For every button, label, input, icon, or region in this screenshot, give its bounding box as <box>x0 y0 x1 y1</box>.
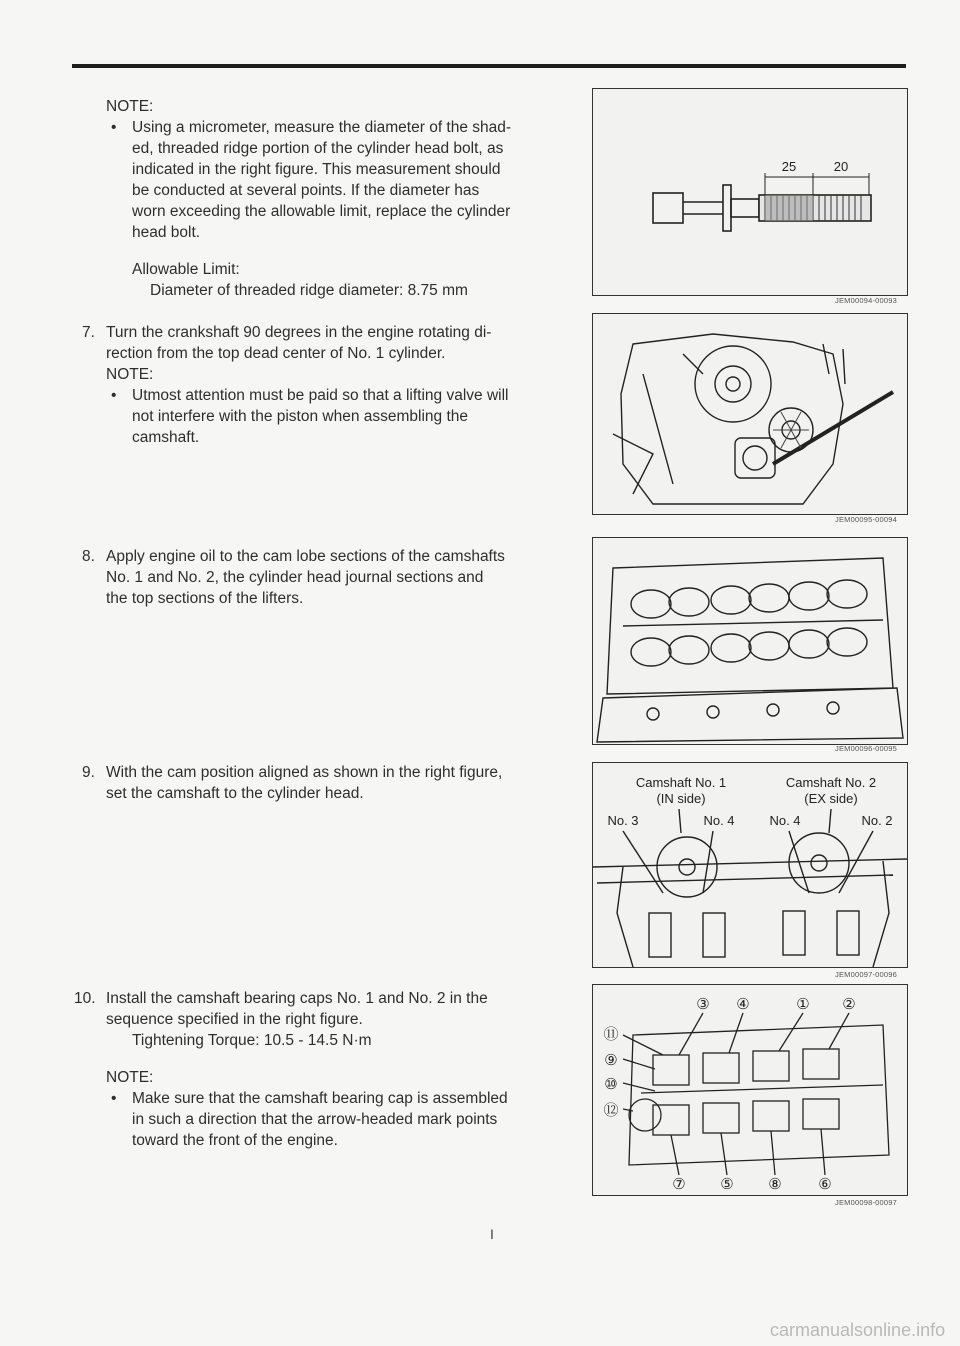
step-number: 7. <box>82 324 95 341</box>
figure-code: JEM00096-00095 <box>835 744 898 753</box>
step-number: 10. <box>74 990 96 1007</box>
step-line: With the cam position aligned as shown in the right figure, <box>106 764 503 781</box>
watermark-footer: carmanualsonline.info <box>770 1320 946 1340</box>
sequence-label: ① <box>796 996 810 1013</box>
shaded-ridge <box>765 195 813 221</box>
sequence-label: ⑤ <box>720 1176 734 1193</box>
engine-front-illustration <box>593 314 907 514</box>
step-line: the top sections of the lifters. <box>106 590 304 607</box>
note-line: ed, threaded ridge portion of the cylinder head bolt, as <box>132 140 504 157</box>
figure-cam-alignment <box>592 762 908 968</box>
note-line: head bolt. <box>132 224 201 241</box>
step-7 <box>82 322 558 448</box>
limit-value: Diameter of threaded ridge diameter: 8.75 mm <box>150 282 468 299</box>
note-line: camshaft. <box>132 429 200 446</box>
bearing-cap-sequence-illustration <box>593 985 907 1195</box>
sequence-label: ② <box>842 996 856 1013</box>
sequence-label: ⑩ <box>604 1076 618 1093</box>
top-rule <box>72 64 906 68</box>
bolt-illustration <box>593 89 907 295</box>
cam1-title: Camshaft No. 1 <box>635 775 727 790</box>
note-line: in such a direction that the arrow-headed mark points <box>132 1111 498 1128</box>
step-line: Turn the crankshaft 90 degrees in the engine rotating di- <box>106 324 492 341</box>
figure-bolt <box>592 88 908 296</box>
step-8 <box>82 546 558 609</box>
dim-label-left: 25 <box>781 159 797 174</box>
note-line: worn exceeding the allowable limit, replace the cylinder <box>132 203 511 220</box>
cam-alignment-illustration <box>593 763 907 967</box>
cam2-side: (EX side) <box>804 791 858 806</box>
note-line: toward the front of the engine. <box>132 1132 338 1149</box>
note-line: • Make sure that the camshaft bearing cap is assembled <box>132 1090 508 1107</box>
note-line: be conducted at several points. If the diameter has <box>132 182 480 199</box>
step-9 <box>82 762 558 804</box>
note-line: indicated in the right figure. This measurement should <box>132 161 501 178</box>
figure-crankshaft <box>592 313 908 515</box>
step-10 <box>74 988 558 1151</box>
note-heading: NOTE: <box>106 366 154 383</box>
figure-code: JEM00094-00093 <box>835 296 898 305</box>
cam2-title: Camshaft No. 2 <box>785 775 877 790</box>
dim-label-right: 20 <box>833 159 849 174</box>
figure-code: JEM00095-00094 <box>835 515 898 524</box>
sequence-label: ⑧ <box>768 1176 782 1193</box>
figure-bearing-caps <box>592 984 908 1196</box>
step-line: Install the camshaft bearing caps No. 1 and No. 2 in the <box>106 990 488 1007</box>
step-line: Apply engine oil to the cam lobe sections of the camshafts <box>106 548 505 565</box>
note-line: • Using a micrometer, measure the diameter of the shad- <box>132 119 512 136</box>
sequence-label: ⑪ <box>603 1026 619 1043</box>
sequence-label: ⑥ <box>818 1176 832 1193</box>
note-line: not interfere with the piston when assembling the <box>132 408 469 425</box>
label-no4-in: No. 4 <box>703 813 735 828</box>
figure-code: JEM00098-00097 <box>835 1198 898 1207</box>
page-number: I <box>490 1226 494 1242</box>
label-no3: No. 3 <box>607 813 639 828</box>
note-bullet <box>106 385 558 448</box>
label-no4-ex: No. 4 <box>769 813 801 828</box>
figure-cylinder-head <box>592 537 908 745</box>
limit-heading: Allowable Limit: <box>132 261 240 278</box>
sequence-label: ⑦ <box>672 1176 686 1193</box>
note-heading: NOTE: <box>106 98 154 115</box>
sequence-label: ⑨ <box>604 1052 618 1069</box>
step-number: 8. <box>82 548 95 565</box>
label-no2: No. 2 <box>861 813 893 828</box>
cylinder-head-illustration <box>593 538 907 744</box>
step-line: No. 1 and No. 2, the cylinder head journal sections and <box>106 569 484 586</box>
sequence-label: ③ <box>696 996 710 1013</box>
step-line: set the camshaft to the cylinder head. <box>106 785 364 802</box>
torque-spec: Tightening Torque: 10.5 - 14.5 N·m <box>132 1032 372 1049</box>
step-line: rection from the top dead center of No. 1 cylinder. <box>106 345 446 362</box>
figure-code: JEM00097-00096 <box>835 970 898 979</box>
note-bullet <box>106 117 558 243</box>
note-bullet <box>106 1088 558 1151</box>
step-number: 9. <box>82 764 95 781</box>
sequence-label: ⑫ <box>603 1102 619 1119</box>
cam1-side: (IN side) <box>656 791 706 806</box>
step-line: sequence specified in the right figure. <box>106 1011 363 1028</box>
note-heading: NOTE: <box>106 1069 154 1086</box>
sequence-label: ④ <box>736 996 750 1013</box>
note-section-1 <box>106 96 558 301</box>
note-line: • Utmost attention must be paid so that a lifting valve will <box>132 387 509 404</box>
